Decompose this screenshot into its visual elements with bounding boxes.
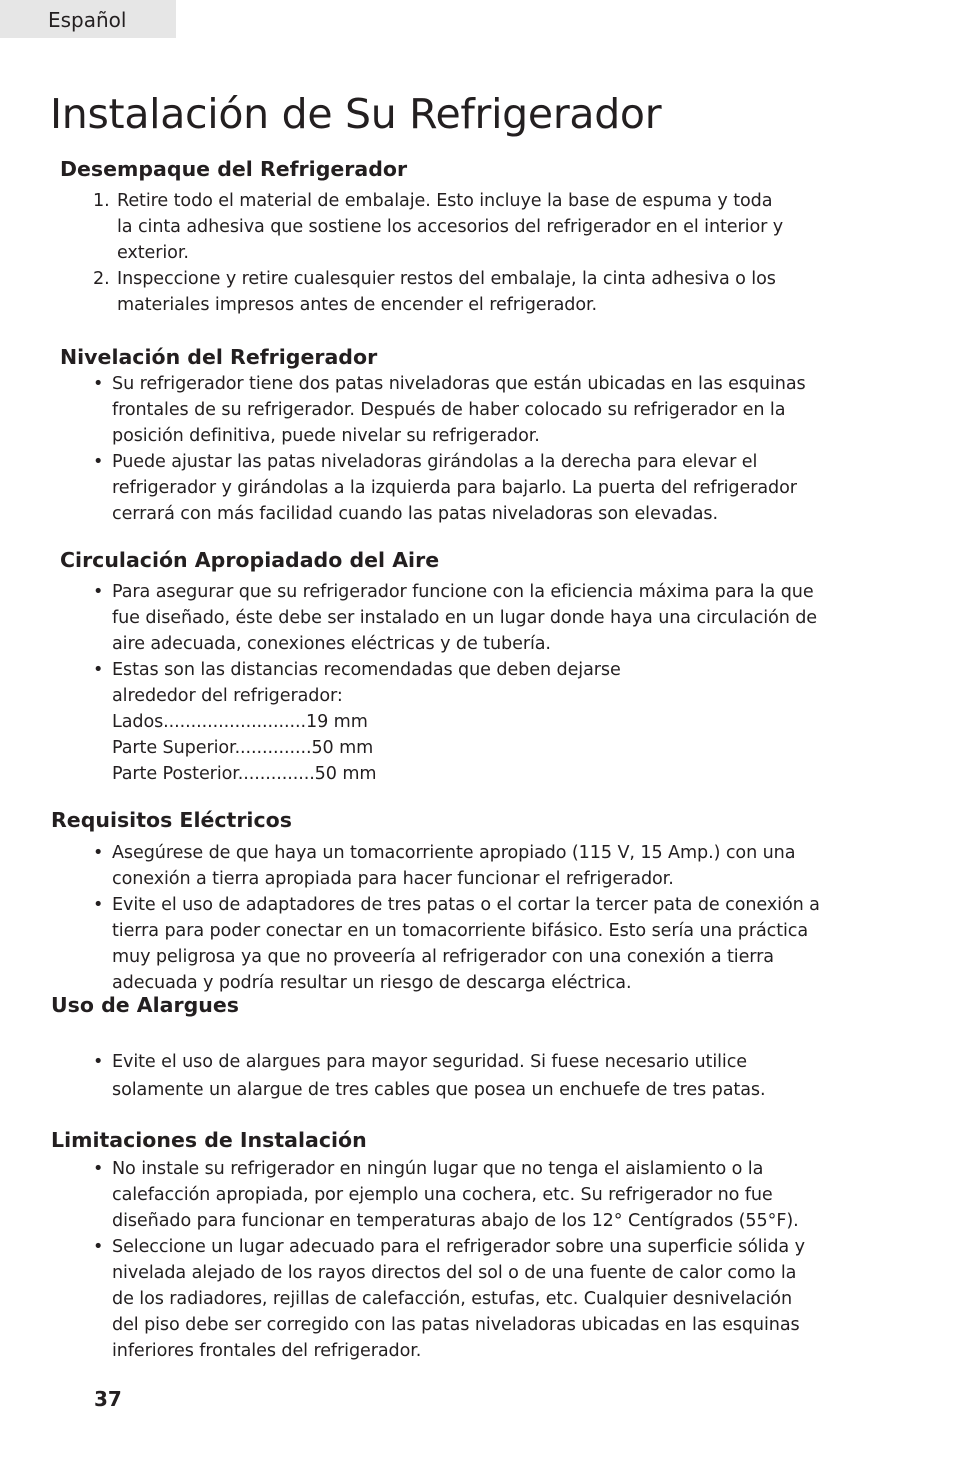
text-line: del piso debe ser corregido con las patas niveladoras ubicadas en las esquinas [112, 1315, 800, 1335]
section-air-circulation [60, 546, 817, 787]
text-line: de los radiadores, rejillas de calefacción, estufas, etc. Cualquier desnivelación [112, 1289, 793, 1309]
page-title: Instalación de Su Refrigerador [50, 90, 662, 138]
text-line: No instale su refrigerador en ningún lugar que no tenga el aislamiento o la [112, 1159, 764, 1179]
section-leveling [60, 343, 806, 527]
language-tab: Español [0, 0, 176, 38]
section-heading: Circulación Apropiadado del Aire [60, 548, 440, 572]
list-item [93, 449, 806, 527]
text-line: Asegúrese de que haya un tomacorriente apropiado (115 V, 15 Amp.) con una [112, 843, 796, 863]
numbered-list [93, 188, 783, 318]
bullet-list [93, 579, 817, 787]
text-line: adecuada y podría resultar un riesgo de descarga eléctrica. [112, 973, 632, 993]
text-line: exterior. [117, 243, 189, 263]
bullet-list [93, 1048, 765, 1104]
bullet: • [93, 1237, 104, 1257]
text-line: Evite el uso de adaptadores de tres patas o el cortar la tercer pata de conexión a [112, 895, 820, 915]
list-item [93, 657, 817, 787]
text-line: Seleccione un lugar adecuado para el refrigerador sobre una superficie sólida y [112, 1237, 805, 1257]
bullet: • [93, 374, 104, 394]
section-heading: Nivelación del Refrigerador [60, 345, 378, 369]
text-line: inferiores frontales del refrigerador. [112, 1341, 422, 1361]
list-item [93, 1234, 805, 1364]
list-item [93, 188, 783, 266]
text-line: solamente un alargue de tres cables que posea un enchuefe de tres patas. [112, 1080, 766, 1100]
list-number: 1. [93, 191, 110, 211]
clearance-top: Parte Superior..............50 mm [112, 738, 374, 758]
list-item [93, 579, 817, 657]
list-item [93, 371, 806, 449]
text-line: Retire todo el material de embalaje. Esto incluye la base de espuma y toda [117, 191, 773, 211]
section-heading: Requisitos Eléctricos [51, 808, 292, 832]
bullet: • [93, 582, 104, 602]
section-heading: Limitaciones de Instalación [51, 1128, 367, 1152]
text-line: aire adecuada, conexiones eléctricas y de tubería. [112, 634, 551, 654]
text-line: materiales impresos antes de encender el refrigerador. [117, 295, 598, 315]
bullet: • [93, 660, 104, 680]
text-line: refrigerador y girándolas a la izquierda para bajarlo. La puerta del refrigerador [112, 478, 797, 498]
text-line: la cinta adhesiva que sostiene los accesorios del refrigerador en el interior y [117, 217, 784, 237]
text-line: alrededor del refrigerador: [112, 686, 343, 706]
bullet-list [93, 371, 806, 527]
bullet: • [93, 1159, 104, 1179]
text-line: Para asegurar que su refrigerador funcione con la eficiencia máxima para la que [112, 582, 814, 602]
list-item [93, 840, 820, 892]
page-number: 37 [94, 1387, 122, 1411]
list-item [93, 1156, 805, 1234]
section-heading: Desempaque del Refrigerador [60, 157, 408, 181]
list-number: 2. [93, 269, 110, 289]
text-line: muy peligrosa ya que no proveería al refrigerador con una conexión a tierra [112, 947, 774, 967]
text-line: Puede ajustar las patas niveladoras girándolas a la derecha para elevar el [112, 452, 758, 472]
section-installation-limits [51, 1126, 805, 1364]
bullet: • [93, 452, 104, 472]
text-line: cerrará con más facilidad cuando las patas niveladoras son elevadas. [112, 504, 718, 524]
section-heading: Uso de Alargues [51, 993, 239, 1017]
text-line: diseñado para funcionar en temperaturas abajo de los 12° Centígrados (55°F). [112, 1211, 799, 1231]
text-line: Inspeccione y retire cualesquier restos del embalaje, la cinta adhesiva o los [117, 269, 776, 289]
text-line: conexión a tierra apropiada para hacer funcionar el refrigerador. [112, 869, 674, 889]
section-extension-cords [51, 991, 765, 1104]
text-line: tierra para poder conectar en un tomacorriente bifásico. Esto sería una práctica [112, 921, 809, 941]
bullet-list [93, 840, 820, 996]
text-line: fue diseñado, éste debe ser instalado en un lugar donde haya una circulación de [112, 608, 818, 628]
text-line: Su refrigerador tiene dos patas niveladoras que están ubicadas en las esquinas [112, 374, 806, 394]
section-electrical [51, 806, 820, 996]
text-line: frontales de su refrigerador. Después de haber colocado su refrigerador en la [112, 400, 786, 420]
list-item [93, 1048, 765, 1104]
list-item [93, 892, 820, 996]
text-line: nivelada alejado de los rayos directos del sol o de una fuente de calor como la [112, 1263, 797, 1283]
section-unpacking [60, 155, 783, 318]
text-line: Evite el uso de alargues para mayor seguridad. Si fuese necesario utilice [112, 1052, 747, 1072]
clearance-back: Parte Posterior..............50 mm [112, 764, 377, 784]
bullet: • [93, 1052, 104, 1072]
bullet: • [93, 895, 104, 915]
bullet-list [93, 1156, 805, 1364]
text-line: Estas son las distancias recomendadas que deben dejarse [112, 660, 621, 680]
clearance-sides: Lados..........................19 mm [112, 712, 368, 732]
text-line: calefacción apropiada, por ejemplo una cochera, etc. Su refrigerador no fue [112, 1185, 773, 1205]
text-line: posición definitiva, puede nivelar su refrigerador. [112, 426, 540, 446]
list-item [93, 266, 783, 318]
bullet: • [93, 843, 104, 863]
